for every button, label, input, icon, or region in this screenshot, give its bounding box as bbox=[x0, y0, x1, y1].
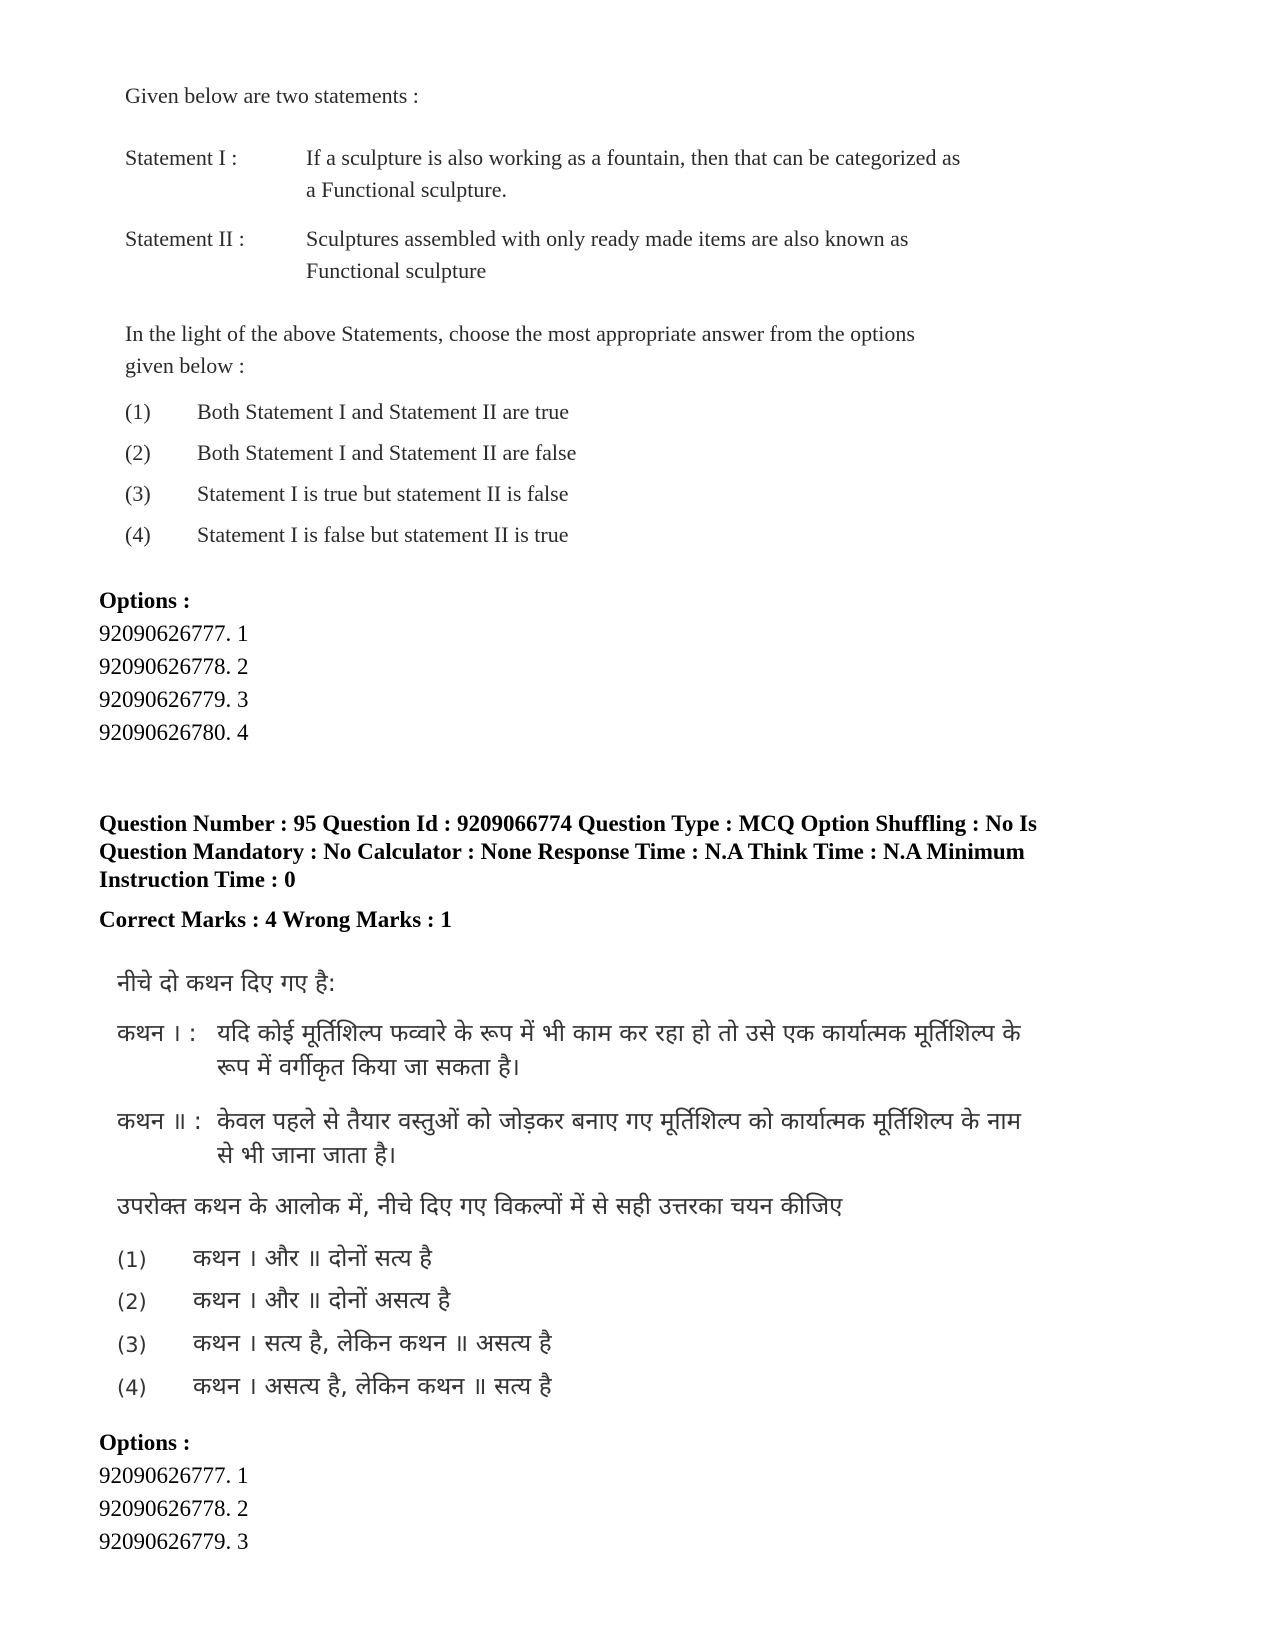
statement-1-label: Statement I : bbox=[125, 145, 238, 170]
choice-text-hindi: कथन । असत्य है, लेकिन कथन ॥ सत्य है bbox=[193, 1372, 552, 1400]
choice-number: (2) bbox=[117, 1290, 147, 1314]
choice-text: Both Statement I and Statement II are true bbox=[197, 399, 570, 424]
statement-2-line-2: Functional sculpture bbox=[306, 258, 487, 283]
statement-1-line-2: a Functional sculpture. bbox=[306, 177, 508, 202]
choice-text: Statement I is false but statement II is true bbox=[197, 522, 569, 547]
choice-number: (3) bbox=[125, 481, 151, 506]
options-heading: Options : bbox=[99, 588, 191, 613]
marks-line: Correct Marks : 4 Wrong Marks : 1 bbox=[99, 907, 452, 932]
statement-2-label-hindi: कथन ॥ : bbox=[117, 1107, 202, 1135]
choice-text-hindi: कथन । और ॥ दोनों असत्य है bbox=[193, 1286, 451, 1314]
options-list bbox=[99, 584, 249, 749]
choice-text-hindi: कथन । और ॥ दोनों सत्य है bbox=[193, 1244, 433, 1272]
statement-1-line-1: If a sculpture is also working as a fountain, then that can be categorized as bbox=[306, 145, 961, 170]
statement-1-label-hindi: कथन । : bbox=[117, 1019, 197, 1047]
question-meta-line-3: Instruction Time : 0 bbox=[99, 867, 296, 892]
statement-1-text-hindi bbox=[217, 1016, 1117, 1084]
choice-number: (2) bbox=[125, 440, 151, 465]
statement-2-text bbox=[306, 223, 1066, 287]
question-meta bbox=[99, 810, 1129, 894]
question-meta-line-1: Question Number : 95 Question Id : 9209066774 Question Type : MCQ Option Shuffling : No Is bbox=[99, 811, 1038, 836]
choice-number: (3) bbox=[117, 1333, 147, 1357]
option-item: 92090626777. 1 bbox=[99, 621, 249, 646]
choice-number: (1) bbox=[125, 399, 151, 424]
statement-2-text-hindi bbox=[217, 1104, 1117, 1172]
statement-2-label: Statement II : bbox=[125, 226, 245, 251]
question-intro-hindi: नीचे दो कथन दिए गए है: bbox=[117, 969, 336, 997]
question-intro: Given below are two statements : bbox=[125, 83, 419, 108]
choice-text: Statement I is true but statement II is false bbox=[197, 481, 569, 506]
options-list bbox=[99, 1426, 249, 1558]
instruction-text bbox=[125, 318, 1066, 382]
statement-1-line-2-hindi: रूप में वर्गीकृत किया जा सकता है। bbox=[217, 1053, 520, 1081]
choice-number: (1) bbox=[117, 1248, 147, 1272]
instruction-line-1: In the light of the above Statements, choose the most appropriate answer from the options bbox=[125, 321, 915, 346]
option-item: 92090626780. 4 bbox=[99, 720, 249, 745]
option-item: 92090626779. 3 bbox=[99, 1529, 249, 1554]
statement-1-line-1-hindi: यदि कोई मूर्तिशिल्प फव्वारे के रूप में भी काम कर रहा हो तो उसे एक कार्यात्मक मूर्तिशिल्प के bbox=[217, 1019, 1021, 1047]
option-item: 92090626779. 3 bbox=[99, 687, 249, 712]
choice-number: (4) bbox=[117, 1376, 147, 1400]
statement-2-line-1: Sculptures assembled with only ready made items are also known as bbox=[306, 226, 909, 251]
choice-text: Both Statement I and Statement II are false bbox=[197, 440, 577, 465]
choice-text-hindi: कथन । सत्य है, लेकिन कथन ॥ असत्य है bbox=[193, 1329, 552, 1357]
statement-2-line-2-hindi: से भी जाना जाता है। bbox=[217, 1141, 397, 1169]
options-heading: Options : bbox=[99, 1430, 191, 1455]
option-item: 92090626778. 2 bbox=[99, 654, 249, 679]
statement-1-text bbox=[306, 142, 1066, 206]
statement-2-line-1-hindi: केवल पहले से तैयार वस्तुओं को जोड़कर बनाए गए मूर्तिशिल्प को कार्यात्मक मूर्तिशिल्प के नाम bbox=[217, 1107, 1022, 1135]
instruction-text-hindi: उपरोक्त कथन के आलोक में, नीचे दिए गए विकल्पों में से सही उत्तरका चयन कीजिए bbox=[117, 1192, 843, 1220]
option-item: 92090626778. 2 bbox=[99, 1496, 249, 1521]
option-item: 92090626777. 1 bbox=[99, 1463, 249, 1488]
instruction-line-2: given below : bbox=[125, 353, 245, 378]
choice-number: (4) bbox=[125, 522, 151, 547]
question-meta-line-2: Question Mandatory : No Calculator : None Response Time : N.A Think Time : N.A Minimum bbox=[99, 839, 1025, 864]
